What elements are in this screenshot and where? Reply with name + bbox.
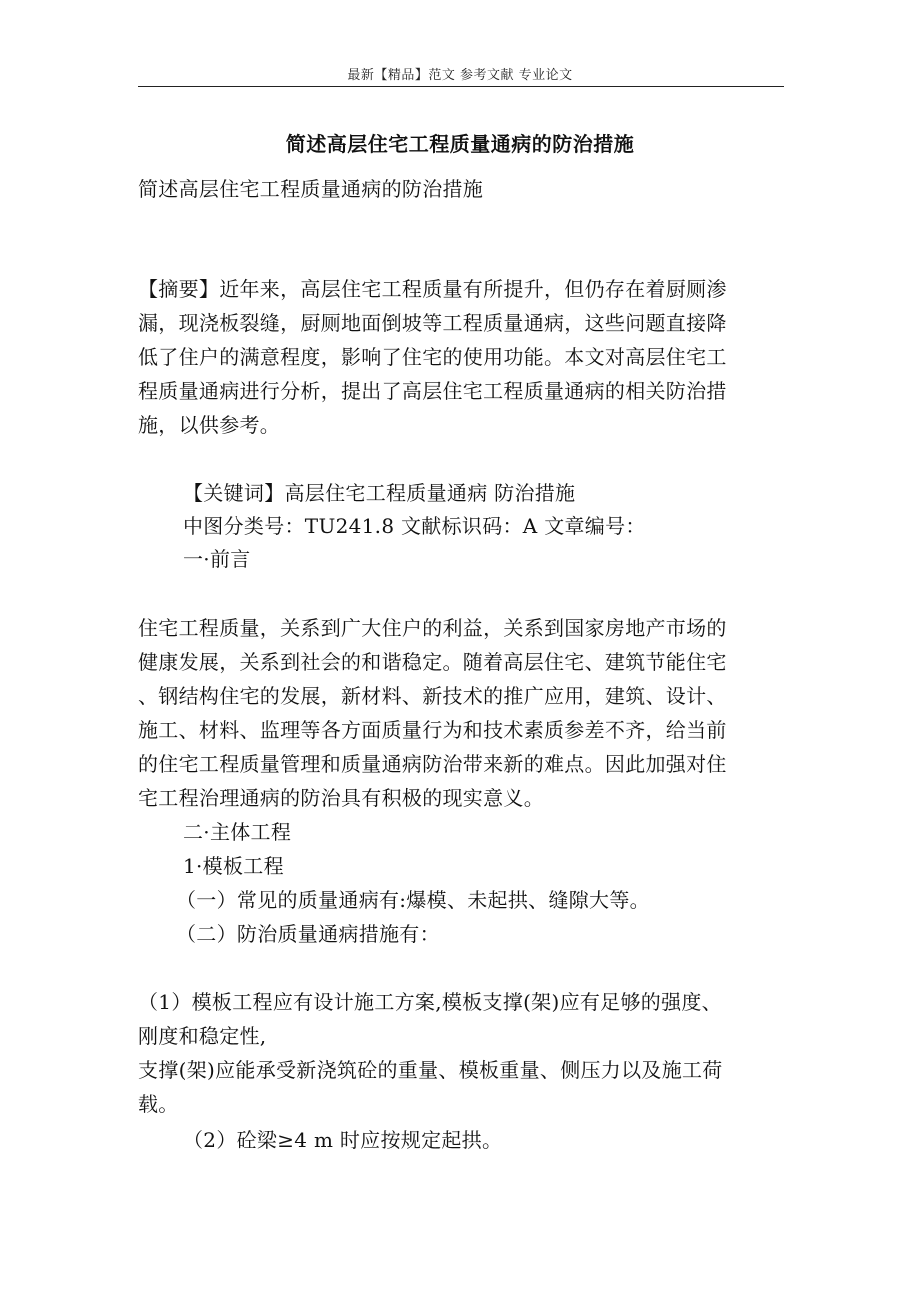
measure1-line-1: （1）模板工程应有设计施工方案,模板支撑(架)应有足够的强度、: [138, 990, 722, 1014]
intro-line-3: 、钢结构住宅的发展，新材料、新技术的推广应用，建筑、设计、: [138, 684, 727, 708]
intro-line-2: 健康发展，关系到社会的和谐稳定。随着高层住宅、建筑节能住宅: [138, 650, 727, 674]
abstract-line-3: 低了住户的满意程度，影响了住宅的使用功能。本文对高层住宅工: [138, 345, 727, 369]
section-heading-main-structure: 二·主体工程: [183, 820, 292, 844]
page-header: 最新【精品】范文 参考文献 专业论文: [347, 68, 573, 83]
intro-line-5: 的住宅工程质量管理和质量通病防治带来新的难点。因此加强对住: [138, 752, 727, 776]
classification-line: 中图分类号：TU241.8 文献标识码：A 文章编号：: [183, 514, 646, 538]
measure1-line-4: 载。: [138, 1092, 179, 1116]
abstract-line-1: 【摘要】近年来，高层住宅工程质量有所提升，但仍存在着厨厕渗: [138, 277, 727, 301]
intro-line-4: 施工、材料、监理等各方面质量行为和技术素质参差不齐，给当前: [138, 718, 727, 742]
abstract-line-5: 施，以供参考。: [138, 413, 281, 437]
intro-line-1: 住宅工程质量，关系到广大住户的利益，关系到国家房地产市场的: [138, 616, 727, 640]
abstract-line-4: 程质量通病进行分析，提出了高层住宅工程质量通病的相关防治措: [138, 379, 727, 403]
measure2-line: （2）砼梁≥4 m 时应按规定起拱。: [183, 1128, 503, 1152]
item-common-defects: （一）常见的质量通病有:爆模、未起拱、缝隙大等。: [176, 888, 650, 912]
section-heading-preface: 一·前言: [183, 547, 251, 571]
header-divider: [138, 86, 784, 87]
subsection-heading-formwork: 1·模板工程: [183, 854, 284, 878]
abstract-line-2: 漏，现浇板裂缝，厨厕地面倒坡等工程质量通病，这些问题直接降: [138, 311, 727, 335]
document-title: 简述高层住宅工程质量通病的防治措施: [285, 132, 635, 156]
measure1-line-3: 支撑(架)应能承受新浇筑砼的重量、模板重量、侧压力以及施工荷: [138, 1058, 723, 1082]
document-subtitle: 简述高层住宅工程质量通病的防治措施: [138, 177, 484, 201]
intro-line-6: 宅工程治理通病的防治具有积极的现实意义。: [138, 786, 544, 810]
item-prevention-measures: （二）防治质量通病措施有：: [176, 922, 440, 946]
measure1-line-2: 刚度和稳定性,: [138, 1024, 267, 1048]
keywords-line: 【关键词】高层住宅工程质量通病 防治措施: [183, 481, 576, 505]
